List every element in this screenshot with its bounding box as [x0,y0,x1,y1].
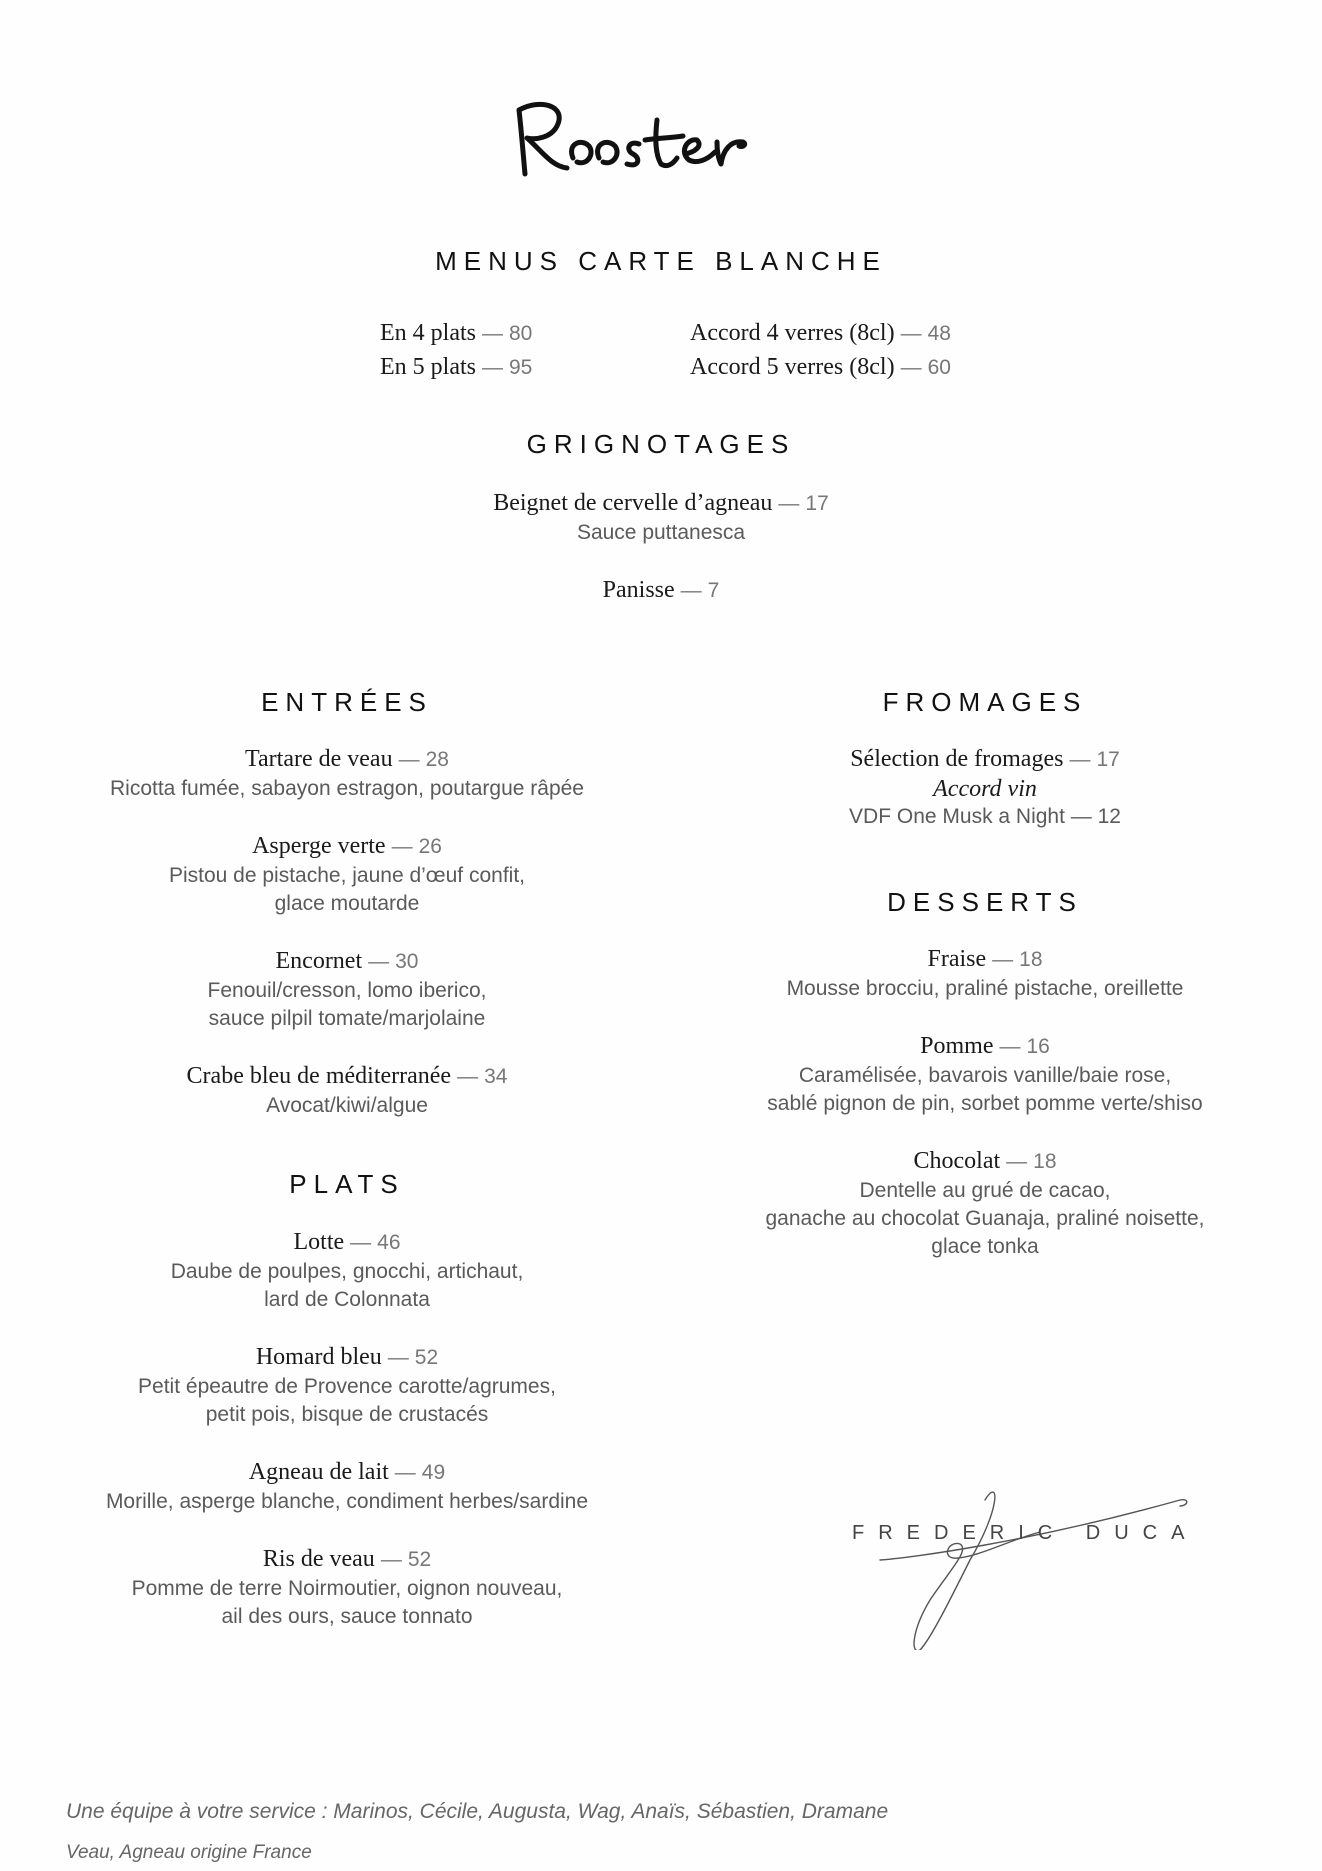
menu-option-label: En 4 plats [380,319,476,346]
plats-list [47,1227,647,1659]
dish-description: glace tonka [931,1235,1039,1258]
menu-item [685,1031,1285,1118]
dish-description: Morille, asperge blanche, condiment herbes/sardine [105,1490,589,1513]
dish-name: Sélection de fromages [850,746,1064,772]
dish-name: Tartare de veau [245,746,393,772]
dish-name: Homard bleu [255,1344,382,1370]
menu-item [47,1544,647,1631]
dish-price: 26 [418,835,442,858]
dish-title [685,1146,1285,1177]
menu-option [300,352,640,383]
dish-price: 49 [421,1461,446,1484]
footer-team: Une équipe à votre service : Marinos, Cécile, Augusta, Wag, Anaïs, Sébastien, Dramane [66,1800,889,1823]
menu-row [300,350,1020,384]
dish-description: Pomme de terre Noirmoutier, oignon nouveau, [131,1577,563,1600]
wine-pairing-label: Accord vin [933,776,1037,802]
dish-title [47,1342,647,1373]
fromages-heading: FROMAGES [882,687,1088,717]
dash: — [482,321,503,345]
dish-name: Asperge verte [252,833,386,859]
dish-description: Sauce puttanesca [576,521,746,544]
dish-title [685,1031,1285,1062]
menu-item [47,1342,647,1429]
dish-price: 34 [484,1065,508,1088]
dish-description: Dentelle au grué de cacao, [859,1179,1111,1202]
menu-item [685,744,1285,831]
dish-price: 18 [1033,1150,1057,1173]
dish-title [361,575,961,606]
wine-pairing-option [640,352,1020,383]
menu-item [47,1061,647,1120]
menu-item [361,488,961,547]
menu-option-price: 95 [509,355,533,379]
dish-name: Crabe bleu de méditerranée [186,1063,452,1089]
wine-pairing-label: Accord 5 verres (8cl) [690,353,895,380]
dish-title [47,1544,647,1575]
dish-name: Agneau de lait [248,1459,389,1485]
dish-title [685,944,1285,975]
dish-description: glace moutarde [274,892,420,915]
dish-description: ail des ours, sauce tonnato [221,1605,473,1628]
dash: — [680,579,702,602]
dash: — [387,1346,409,1369]
dish-name: Chocolat [913,1148,1001,1174]
dash: — [398,748,420,771]
dish-price: 7 [707,579,720,602]
dash: — [778,492,800,515]
dash: — [350,1231,372,1254]
dash: — [457,1065,479,1088]
menu-option [300,318,640,349]
dish-title [47,946,647,977]
wine-pairing-description: VDF One Musk a Night — 12 [849,805,1121,828]
menu-row [300,316,1020,350]
dish-name: Encornet [275,948,363,974]
desserts-heading: DESSERTS [887,887,1083,917]
dish-description: Fenouil/cresson, lomo iberico, [207,979,487,1002]
dish-description: sauce pilpil tomate/marjolaine [208,1007,486,1030]
menu-item [47,744,647,803]
dish-description: ganache au chocolat Guanaja, praliné noisette, [765,1207,1205,1230]
entrees-heading: ENTRÉES [261,687,433,717]
chef-name: FREDERIC DUCA [852,1522,1199,1544]
wine-pairing-label: Accord 4 verres (8cl) [690,319,895,346]
dish-price: 30 [395,950,419,973]
dish-price: 28 [425,748,449,771]
menus-carte-blanche-grid [300,316,1020,384]
wine-pairing-option [640,318,1020,349]
dish-title [47,831,647,862]
wine-pairing-price: 60 [927,355,951,379]
dish-name: Beignet de cervelle d’agneau [493,490,773,516]
menus-carte-blanche-heading: MENUS CARTE BLANCHE [435,246,887,276]
dish-price: 52 [407,1548,432,1571]
dish-price: 16 [1026,1035,1050,1058]
dash: — [992,948,1014,971]
dash: — [1069,748,1091,771]
dish-title [47,1457,647,1488]
dish-description: Mousse brocciu, praliné pistache, oreillette [786,977,1184,1000]
rooster-logo [511,92,811,202]
menu-item [47,1457,647,1516]
menu-option-label: En 5 plats [380,353,476,380]
dash: — [1006,1150,1028,1173]
dish-price: 17 [805,492,829,515]
chef-signature [850,1480,1200,1650]
dash: — [900,321,922,345]
dash: — [482,355,503,379]
dash: — [368,950,390,973]
dish-price: 52 [414,1346,439,1369]
grignotages-list [361,488,961,634]
dash: — [999,1035,1021,1058]
dish-description: Daube de poulpes, gnocchi, artichaut, [170,1260,524,1283]
menu-item [47,946,647,1033]
dish-description: lard de Colonnata [264,1288,430,1311]
dish-name: Panisse [602,577,675,603]
menu-item [47,1227,647,1314]
dish-name: Pomme [920,1033,994,1059]
wine-pairing-price: 48 [927,321,951,345]
menu-item [685,1146,1285,1261]
dash: — [391,835,413,858]
dish-title [47,744,647,775]
dish-title [47,1227,647,1258]
dish-price: 46 [377,1231,401,1254]
dish-description: Caramélisée, bavarois vanille/baie rose, [798,1064,1172,1087]
plats-heading: PLATS [289,1169,405,1199]
dish-description: sablé pignon de pin, sorbet pomme verte/shiso [767,1092,1203,1115]
menu-item [47,831,647,918]
dish-description: petit pois, bisque de crustacés [205,1403,489,1426]
dish-description: Ricotta fumée, sabayon estragon, poutargue râpée [110,777,584,800]
dash: — [380,1548,402,1571]
dish-description: Pistou de pistache, jaune d’œuf confit, [168,864,526,887]
grignotages-heading: GRIGNOTAGES [526,429,796,459]
dish-title [47,1061,647,1092]
dish-name: Lotte [293,1229,345,1255]
dish-description: Petit épeautre de Provence carotte/agrumes, [138,1375,556,1398]
dish-name: Ris de veau [262,1546,375,1572]
menu-option-price: 80 [509,321,533,345]
menu-item [685,944,1285,1003]
fromages-list [685,744,1285,859]
dish-price: 18 [1019,948,1043,971]
menu-item [361,575,961,606]
dish-name: Fraise [927,946,987,972]
dish-title [361,488,961,519]
dash: — [900,355,922,379]
desserts-list [685,944,1285,1289]
footer-origin: Veau, Agneau origine France [66,1842,312,1863]
dish-title [685,744,1285,775]
dish-price: 17 [1096,748,1120,771]
dash: — [394,1461,416,1484]
dish-description: Avocat/kiwi/algue [266,1094,428,1117]
entrees-list [47,744,647,1148]
